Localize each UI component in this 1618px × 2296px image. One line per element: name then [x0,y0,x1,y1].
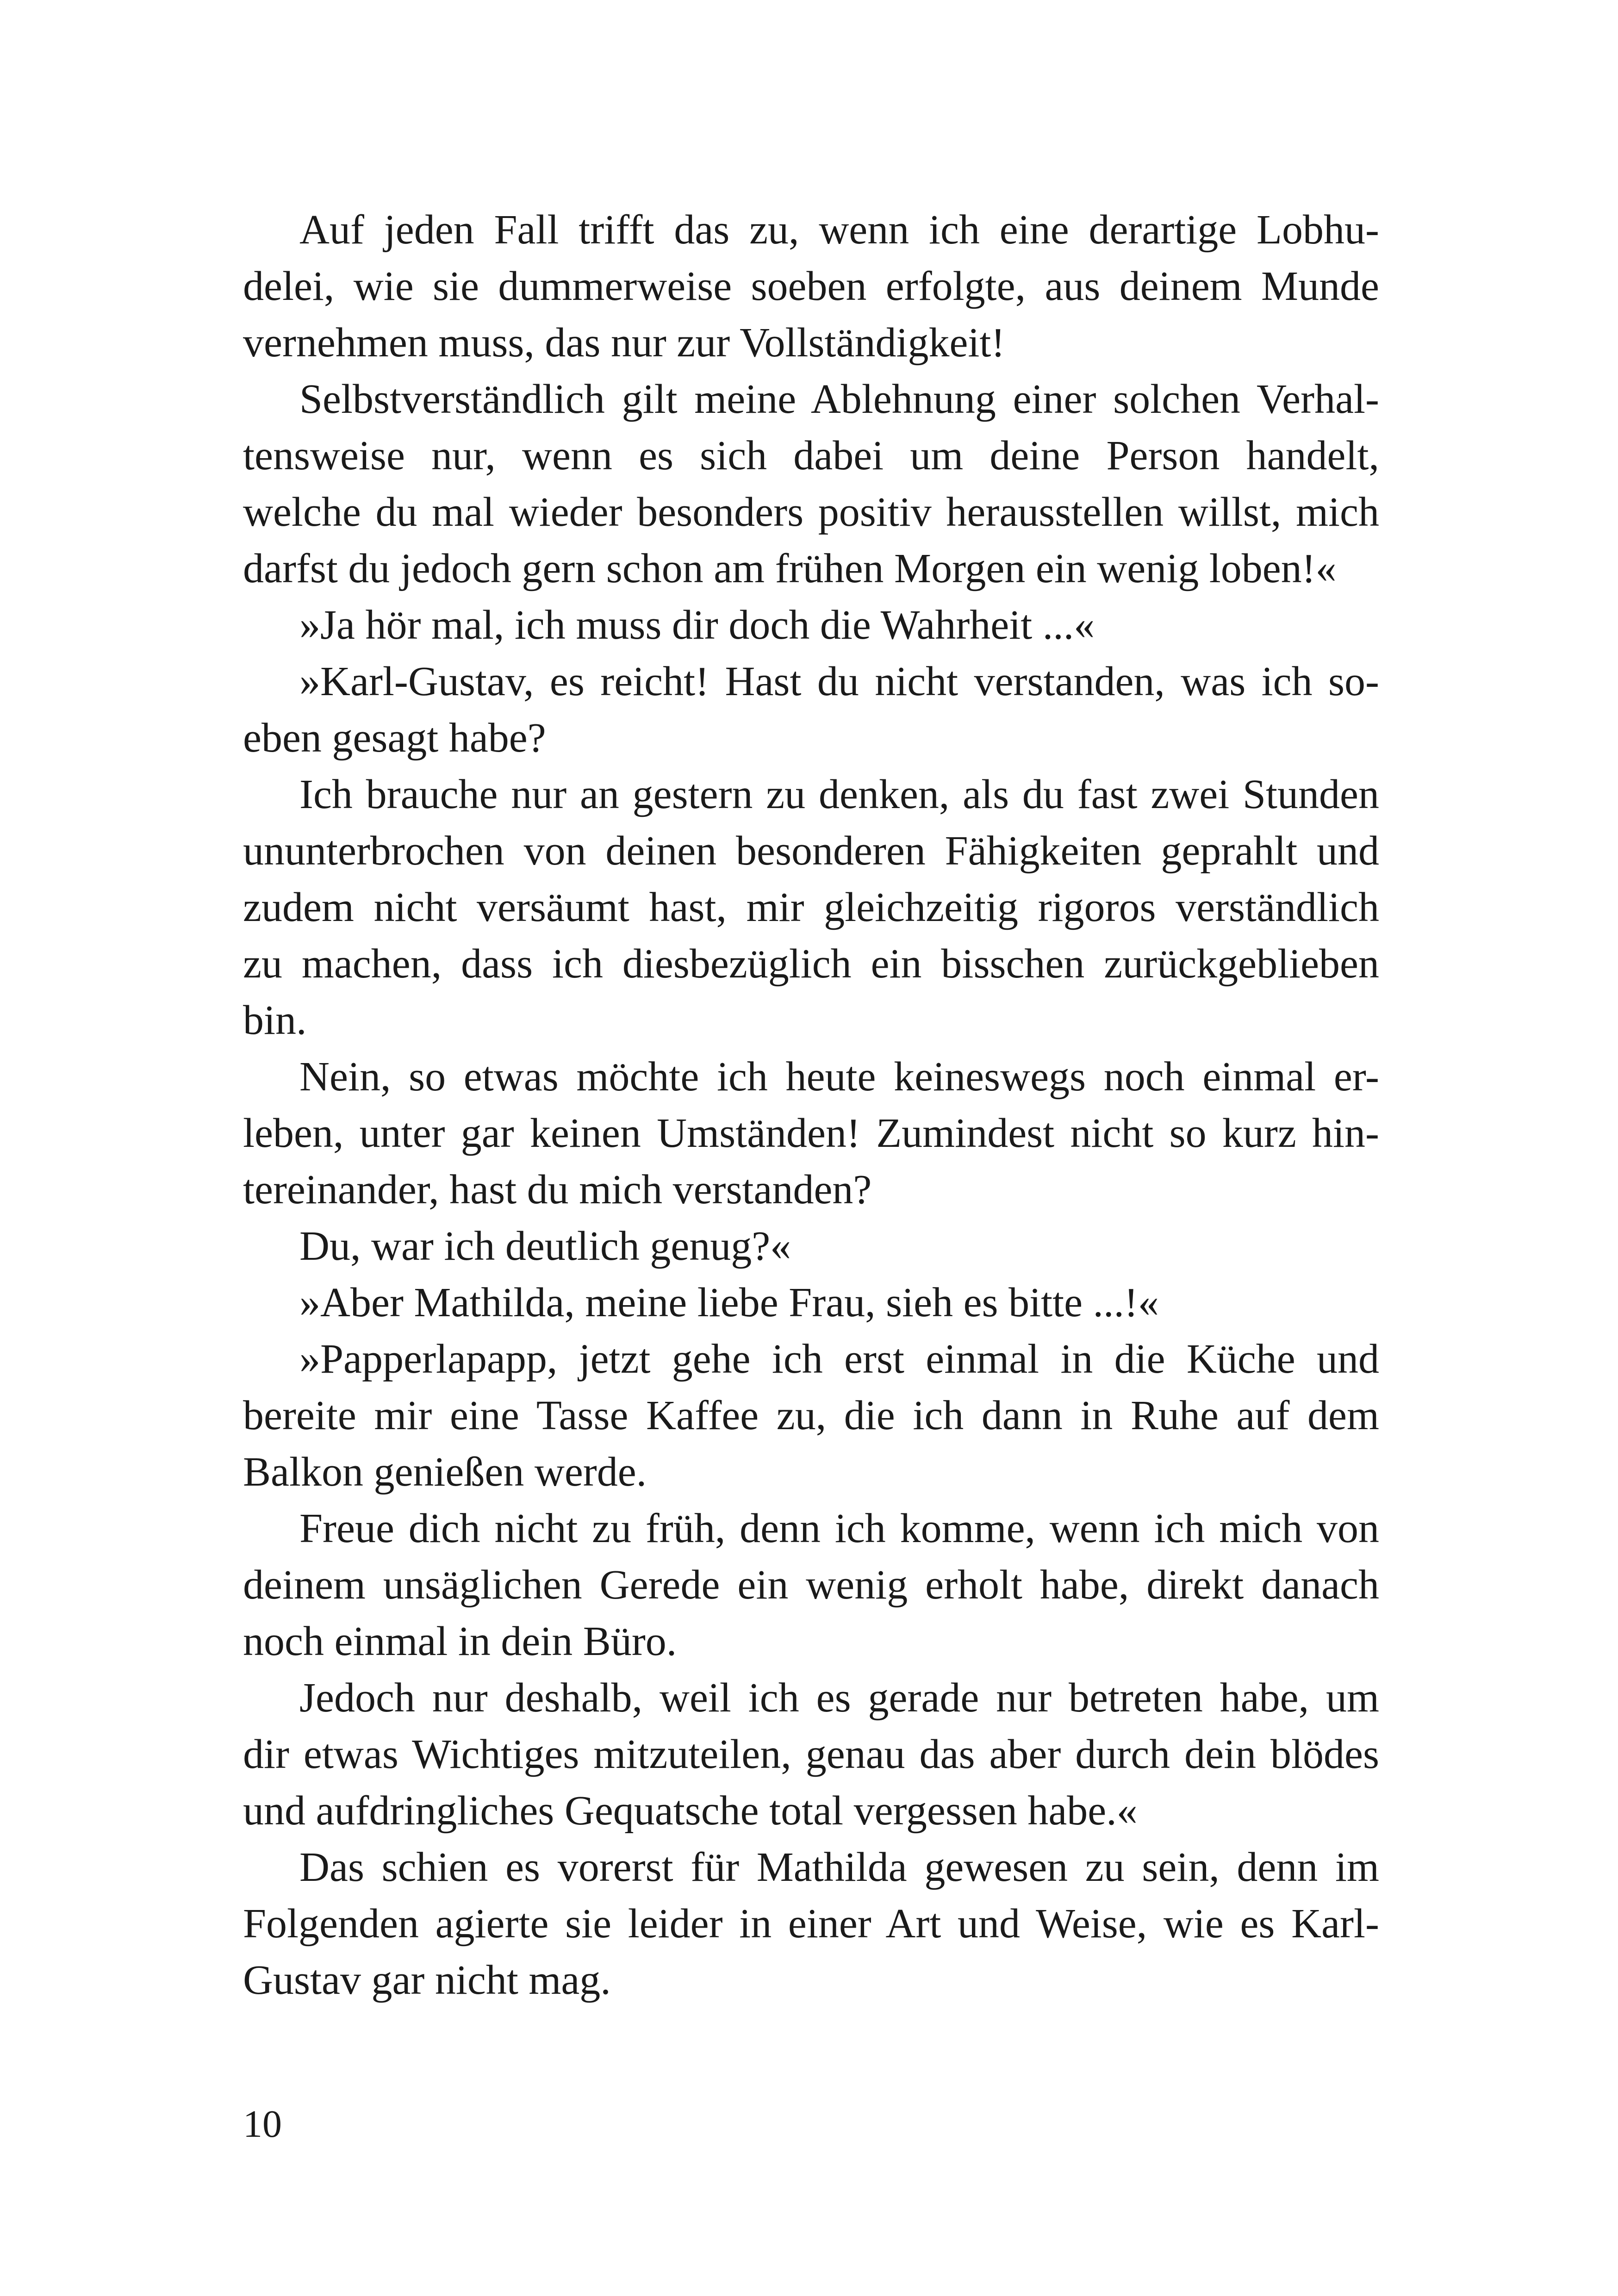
text-line: bin. [243,997,307,1043]
body-text [243,202,1379,2009]
text-line: Jedoch nur deshalb, weil ich es gerade nur betreten habe, um [299,1675,1379,1721]
text-line: zu machen, dass ich diesbezüglich ein bisschen zurückgeblieben [243,941,1379,987]
text-line: darfst du jedoch gern schon am frühen Morgen ein wenig loben!« [243,546,1337,591]
text-line: dir etwas Wichtiges mitzuteilen, genau das aber durch dein blödes [243,1731,1379,1777]
text-line: Nein, so etwas möchte ich heute keineswegs noch einmal er- [299,1054,1379,1100]
text-line: Das schien es vorerst für Mathilda gewesen zu sein, denn im [299,1844,1379,1890]
text-line: Freue dich nicht zu früh, denn ich komme, wenn ich mich von [299,1506,1379,1551]
text-line: Du, war ich deutlich genug?« [299,1223,791,1269]
text-line: Selbstverständlich gilt meine Ablehnung einer solchen Verhal- [299,376,1379,422]
text-line: delei, wie sie dummerweise soeben erfolgte, aus deinem Munde [243,263,1379,309]
text-line: zudem nicht versäumt hast, mir gleichzeitig rigoros verständlich [243,884,1379,930]
text-line: welche du mal wieder besonders positiv herausstellen willst, mich [243,489,1379,535]
text-line: Balkon genießen werde. [243,1449,647,1495]
text-line: tensweise nur, wenn es sich dabei um deine Person handelt, [243,433,1379,479]
text-line: »Papperlapapp, jetzt gehe ich erst einmal in die Küche und [299,1336,1379,1382]
text-line: leben, unter gar keinen Umständen! Zumindest nicht so kurz hin- [243,1110,1379,1156]
text-line: vernehmen muss, das nur zur Vollständigkeit! [243,320,1005,366]
text-line: »Aber Mathilda, meine liebe Frau, sieh es bitte ...!« [299,1280,1159,1325]
text-line: und aufdringliches Gequatsche total vergessen habe.« [243,1788,1138,1834]
text-line: Folgenden agierte sie leider in einer Art und Weise, wie es Karl- [243,1901,1379,1947]
text-line: ununterbrochen von deinen besonderen Fähigkeiten geprahlt und [243,828,1379,874]
page-number: 10 [243,2103,282,2146]
text-line: bereite mir eine Tasse Kaffee zu, die ich dann in Ruhe auf dem [243,1393,1379,1438]
text-line: Gustav gar nicht mag. [243,1957,611,2003]
text-line: noch einmal in dein Büro. [243,1618,677,1664]
text-line: »Karl-Gustav, es reicht! Hast du nicht verstanden, was ich so- [299,659,1379,704]
text-line: tereinander, hast du mich verstanden? [243,1167,872,1213]
text-line: deinem unsäglichen Gerede ein wenig erholt habe, direkt danach [243,1562,1379,1608]
text-line: »Ja hör mal, ich muss dir doch die Wahrheit ...« [299,602,1095,648]
text-line: eben gesagt habe? [243,715,546,761]
text-line: Ich brauche nur an gestern zu denken, als du fast zwei Stunden [299,772,1379,817]
text-line: Auf jeden Fall trifft das zu, wenn ich eine derartige Lobhu- [299,207,1379,253]
